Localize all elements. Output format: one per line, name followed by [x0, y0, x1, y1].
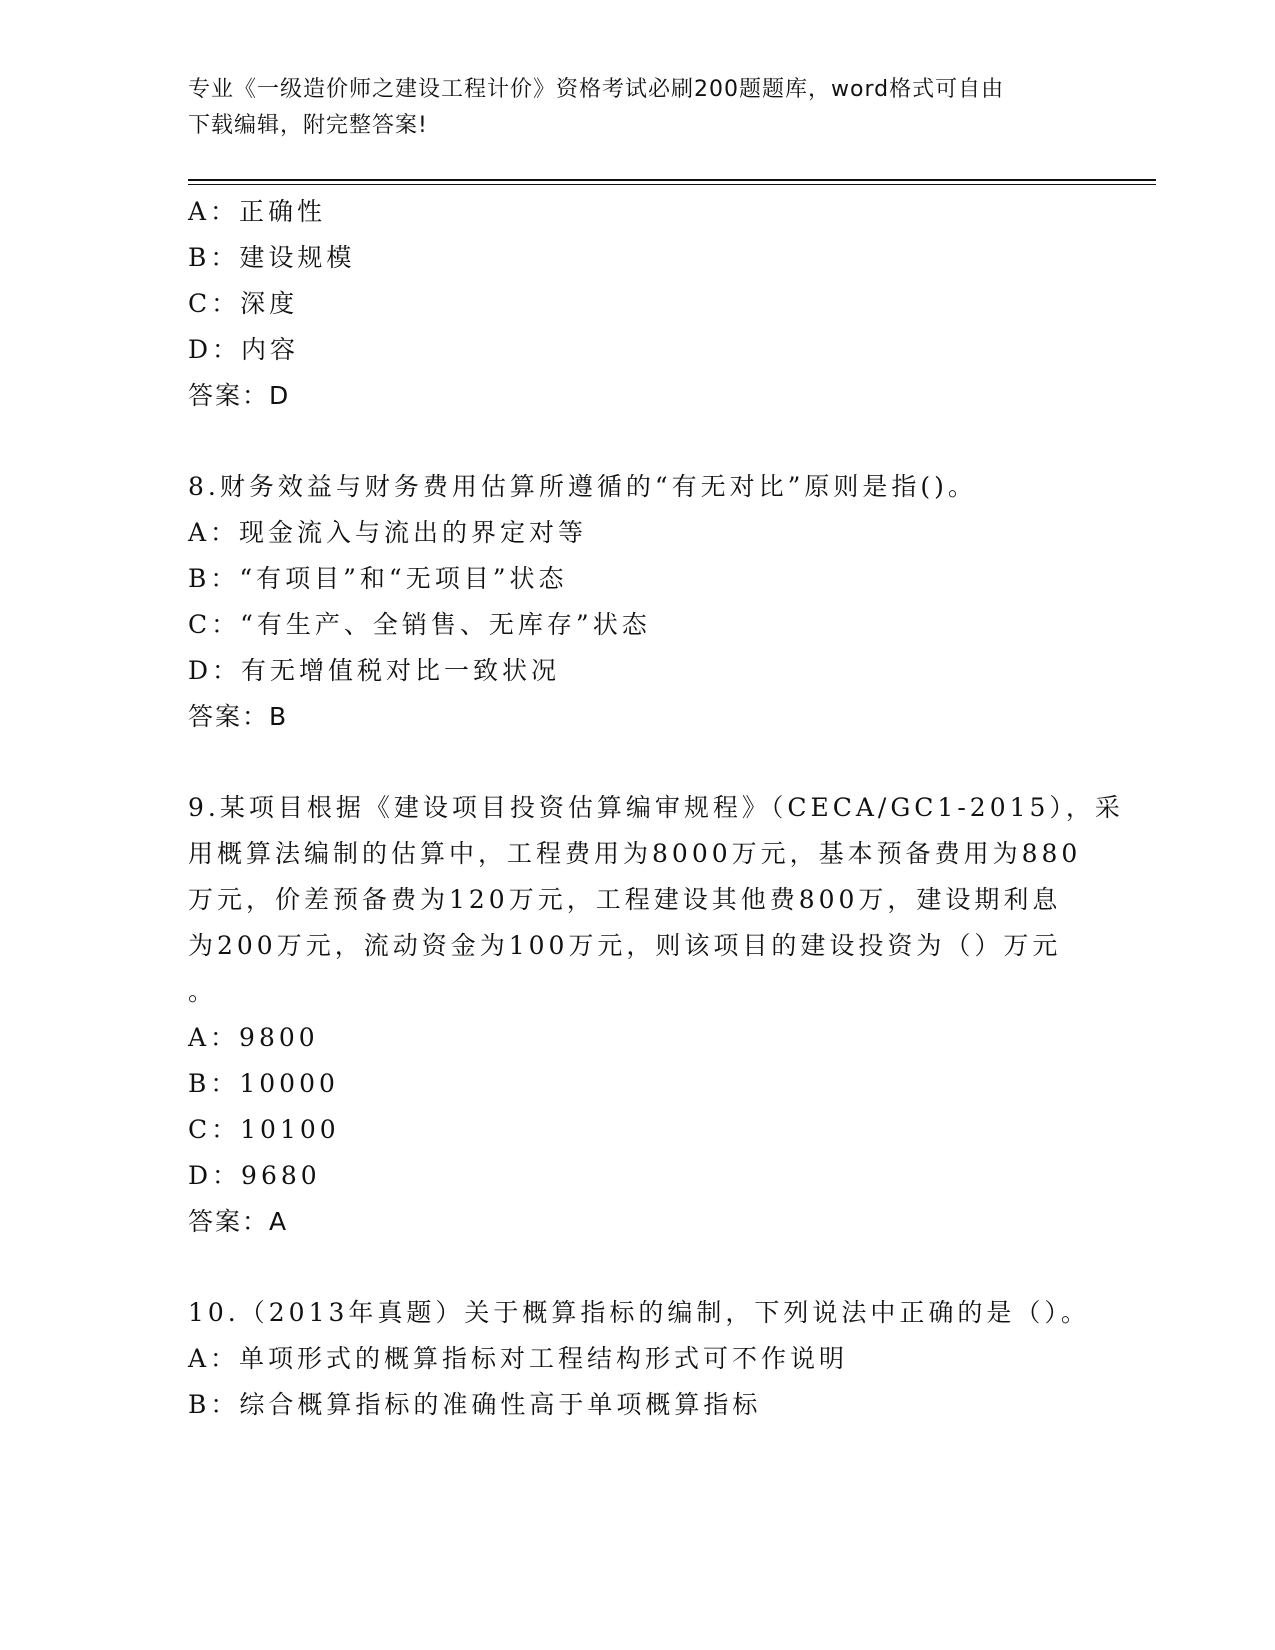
option-a: A：现金流入与流出的界定对等: [188, 518, 588, 547]
header-rule-thin: [188, 184, 1156, 185]
option-c: C：10100: [188, 1115, 340, 1144]
question-9: [188, 785, 1124, 1245]
spacer: [188, 419, 1088, 464]
option-b: B：10000: [188, 1069, 339, 1098]
spacer: [188, 740, 1088, 785]
option-a: A：正确性: [188, 197, 327, 226]
header-line-2: 下载编辑，附完整答案!: [188, 113, 428, 138]
document-header: [188, 72, 1068, 144]
question-10: [188, 1290, 1088, 1428]
spacer: [188, 1245, 1088, 1290]
answer: 答案：D: [188, 381, 291, 410]
question-text-line-1: 9.某项目根据《建设项目投资估算编审规程》（CECA/GC1-2015），采: [188, 793, 1124, 822]
answer: 答案：A: [188, 1207, 289, 1236]
question-8: [188, 464, 1088, 740]
question-text: 10.（2013年真题）关于概算指标的编制，下列说法中正确的是（）。: [188, 1298, 1090, 1327]
question-7: [188, 189, 1088, 419]
option-b: B：“有项目”和“无项目”状态: [188, 564, 568, 593]
option-a: A：单项形式的概算指标对工程结构形式可不作说明: [188, 1344, 849, 1373]
option-a: A：9800: [188, 1023, 319, 1052]
question-text: 8.财务效益与财务费用估算所遵循的“有无对比”原则是指()。: [188, 472, 977, 501]
question-text-line-5: 。: [188, 977, 218, 1006]
option-c: C：深度: [188, 289, 299, 318]
header-rule-thick: [188, 179, 1156, 181]
option-d: D：有无增值税对比一致状况: [188, 656, 561, 685]
question-text-line-2: 用概算法编制的估算中，工程费用为8000万元，基本预备费用为880: [188, 839, 1082, 868]
answer: 答案：B: [188, 702, 289, 731]
option-c: C：“有生产、全销售、无库存”状态: [188, 610, 651, 639]
option-d: D：9680: [188, 1161, 321, 1190]
question-text-line-3: 万元，价差预备费为120万元，工程建设其他费800万，建设期利息: [188, 885, 1062, 914]
option-b: B：建设规模: [188, 243, 356, 272]
question-list: [188, 189, 1124, 1428]
option-d: D：内容: [188, 335, 300, 364]
header-line-1: 专业《一级造价师之建设工程计价》资格考试必刷200题题库，word格式可自由: [188, 77, 1005, 102]
option-b: B：综合概算指标的准确性高于单项概算指标: [188, 1390, 762, 1419]
question-text-line-4: 为200万元，流动资金为100万元，则该项目的建设投资为（）万元: [188, 931, 1062, 960]
